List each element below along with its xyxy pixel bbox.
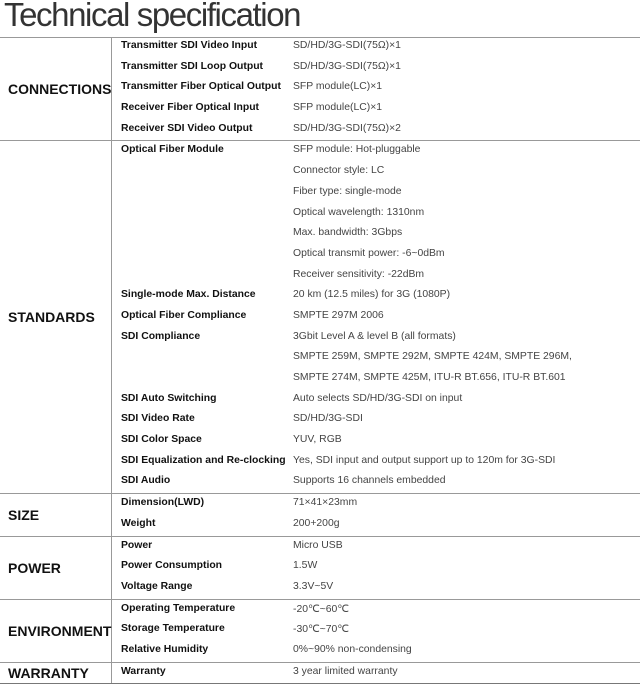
spec-row <box>112 37 640 58</box>
spec-value: SFP module: Hot-pluggable <box>293 144 421 156</box>
spec-section-connections <box>0 37 640 141</box>
section-heading: SIZE <box>8 506 40 523</box>
spec-row <box>112 472 640 493</box>
spec-value: 71×41×23mm <box>293 497 358 509</box>
section-rows <box>111 141 640 493</box>
spec-label: Voltage Range <box>121 580 193 592</box>
spec-row <box>112 537 640 558</box>
spec-row <box>112 162 640 183</box>
spec-value: 20 km (12.5 miles) for 3G (1080P) <box>293 289 451 301</box>
spec-value: SD/HD/3G-SDI <box>293 413 363 425</box>
spec-label: Optical Fiber Module <box>121 144 224 156</box>
spec-value: SMPTE 259M, SMPTE 292M, SMPTE 424M, SMPTE 296M, <box>293 351 572 363</box>
spec-row <box>112 641 640 662</box>
spec-label: SDI Video Rate <box>121 413 195 425</box>
spec-label: SDI Equalization and Re-clocking <box>121 454 286 466</box>
spec-value: SMPTE 274M, SMPTE 425M, ITU-R BT.656, ITU-R BT.601 <box>293 372 566 383</box>
spec-section-environment <box>0 600 640 663</box>
spec-value: 200+200g <box>293 517 340 529</box>
spec-label: Single-mode Max. Distance <box>121 289 256 301</box>
spec-value: Connector style: LC <box>293 165 385 177</box>
spec-value: SFP module(LC)×1 <box>293 81 383 93</box>
spec-value: -20℃~60℃ <box>293 603 349 615</box>
spec-row <box>112 494 640 515</box>
spec-label: SDI Audio <box>121 475 171 487</box>
spec-label: Optical Fiber Compliance <box>121 309 247 321</box>
section-rows <box>111 37 640 140</box>
spec-row <box>112 58 640 79</box>
spec-row <box>112 245 640 266</box>
spec-value: YUV, RGB <box>293 434 342 446</box>
spec-value: SD/HD/3G-SDI(75Ω)×2 <box>293 122 401 134</box>
spec-value: Optical transmit power: -6~0dBm <box>293 247 445 259</box>
spec-label: Power Consumption <box>121 560 223 572</box>
spec-label: SDI Compliance <box>121 330 201 342</box>
spec-value: Fiber type: single-mode <box>293 185 402 197</box>
spec-value: Auto selects SD/HD/3G-SDI on input <box>293 392 463 404</box>
spec-row <box>112 328 640 349</box>
spec-row <box>112 348 640 369</box>
spec-label: Receiver SDI Video Output <box>121 122 253 134</box>
spec-row <box>112 120 640 141</box>
section-rows <box>111 600 640 662</box>
spec-row <box>112 183 640 204</box>
spec-value: 3Gbit Level A & level B (all formats) <box>293 330 456 342</box>
spec-label: Relative Humidity <box>121 643 209 655</box>
spec-label: Weight <box>121 517 156 529</box>
spec-value: Receiver sensitivity: -22dBm <box>293 268 425 280</box>
spec-value: 1.5W <box>293 560 318 572</box>
spec-label: Transmitter SDI Loop Output <box>121 60 264 72</box>
spec-table <box>0 37 640 684</box>
spec-label: Receiver Fiber Optical Input <box>121 102 260 114</box>
section-rows <box>111 494 640 535</box>
spec-section-power <box>0 537 640 600</box>
spec-value: Max. bandwidth: 3Gbps <box>293 227 403 239</box>
spec-row <box>112 266 640 287</box>
spec-value: -30℃~70℃ <box>293 624 349 636</box>
spec-row <box>112 369 640 390</box>
spec-row <box>112 390 640 411</box>
spec-label: Warranty <box>121 665 166 677</box>
spec-value: Yes, SDI input and output support up to 120m for 3G-SDI <box>293 454 556 466</box>
spec-row <box>112 557 640 578</box>
spec-label: SDI Color Space <box>121 434 202 446</box>
spec-value: SFP module(LC)×1 <box>293 102 383 114</box>
spec-row <box>112 141 640 162</box>
spec-row <box>112 600 640 621</box>
spec-value: SD/HD/3G-SDI(75Ω)×1 <box>293 40 401 51</box>
spec-value: SD/HD/3G-SDI(75Ω)×1 <box>293 60 401 72</box>
spec-row <box>112 204 640 225</box>
spec-value: SMPTE 297M 2006 <box>293 309 384 321</box>
spec-row <box>112 620 640 641</box>
spec-label: Dimension(LWD) <box>121 497 205 509</box>
section-heading: WARRANTY <box>8 664 89 681</box>
spec-value: 3 year limited warranty <box>293 665 398 677</box>
spec-label: Operating Temperature <box>121 602 236 614</box>
section-heading: CONNECTIONS <box>8 80 112 97</box>
spec-value: 3.3V~5V <box>293 580 334 592</box>
spec-row <box>112 431 640 452</box>
spec-row <box>112 307 640 328</box>
spec-row <box>112 78 640 99</box>
spec-section-warranty <box>0 663 640 684</box>
spec-label: Storage Temperature <box>121 623 225 635</box>
spec-section-size <box>0 494 640 536</box>
spec-row <box>112 410 640 431</box>
section-rows <box>111 537 640 599</box>
spec-row <box>112 224 640 245</box>
spec-label: Transmitter SDI Video Input <box>121 40 258 51</box>
spec-section-standards <box>0 141 640 494</box>
spec-row <box>112 578 640 599</box>
spec-row <box>112 99 640 120</box>
section-heading: POWER <box>8 559 61 576</box>
spec-row <box>112 286 640 307</box>
section-rows <box>111 663 640 684</box>
spec-value: 0%~90% non-condensing <box>293 643 412 655</box>
spec-value: Micro USB <box>293 539 343 551</box>
spec-row <box>112 452 640 473</box>
spec-row <box>112 515 640 536</box>
section-heading: ENVIRONMENT <box>8 622 112 639</box>
spec-label: Power <box>121 539 153 551</box>
section-heading: STANDARDS <box>8 309 95 326</box>
spec-value: Optical wavelength: 1310nm <box>293 206 425 218</box>
spec-label: Transmitter Fiber Optical Output <box>121 81 281 93</box>
page-title: Technical specification <box>4 0 301 33</box>
spec-value: Supports 16 channels embedded <box>293 475 446 487</box>
spec-label: SDI Auto Switching <box>121 392 217 404</box>
spec-row <box>112 663 640 684</box>
